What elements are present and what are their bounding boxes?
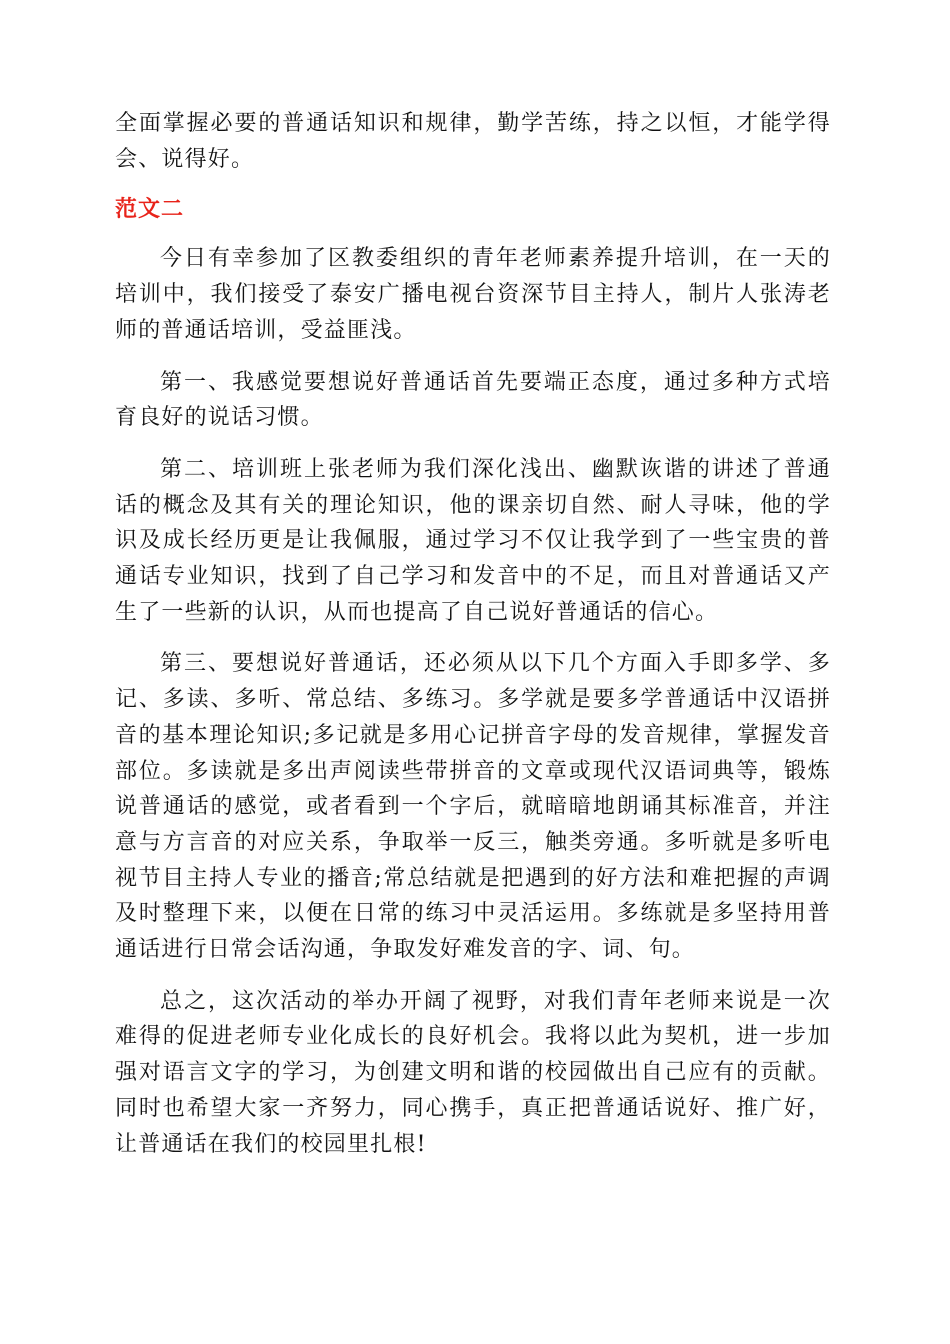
document-page bbox=[115, 106, 831, 1162]
section-heading: 范文二 bbox=[115, 197, 185, 223]
paragraph-conclusion: 总之，这次活动的举办开阔了视野，对我们青年老师来说是一次难得的促进老师专业化成长的良好机会。我将以此为契机，进一步加强对语言文字的学习，为创建文明和谐的校园做出自己应有的贡献。同时也希望大家一齐努力，同心携手，真正把普通话说好、推广好，让普通话在我们的校园里扎根! bbox=[115, 988, 831, 1157]
paragraph-intro: 今日有幸参加了区教委组织的青年老师素养提升培训，在一天的培训中，我们接受了泰安广播电视台资深节目主持人，制片人张涛老师的普通话培训，受益匪浅。 bbox=[115, 246, 831, 343]
paragraph-third-point: 第三、要想说好普通话，还必须从以下几个方面入手即多学、多记、多读、多听、常总结、多练习。多学就是要多学普通话中汉语拼音的基本理论知识;多记就是多用心记拼音字母的发音规律，掌握发音部位。多读就是多出声阅读些带拼音的文章或现代汉语词典等，锻炼说普通话的感觉，或者看到一个字后，就暗暗地朗诵其标准音，并注意与方言音的对应关系，争取举一反三，触类旁通。多听就是多听电视节目主持人专业的播音;常总结就是把遇到的好方法和难把握的声调及时整理下来，以便在日常的练习中灵活运用。多练就是多坚持用普通话进行日常会话沟通，争取发好难发音的字、词、句。 bbox=[115, 651, 831, 963]
lead-paragraph: 全面掌握必要的普通话知识和规律，勤学苦练，持之以恒，才能学得会、说得好。 bbox=[115, 111, 831, 172]
paragraph-first-point: 第一、我感觉要想说好普通话首先要端正态度，通过多种方式培育良好的说话习惯。 bbox=[115, 369, 831, 431]
paragraph-second-point: 第二、培训班上张老师为我们深化浅出、幽默诙谐的讲述了普通话的概念及其有关的理论知识，他的课亲切自然、耐人寻味，他的学识及成长经历更是让我佩服，通过学习不仅让我学到了一些宝贵的普通话专业知识，找到了自己学习和发音中的不足，而且对普通话又产生了一些新的认识，从而也提高了自己说好普通话的信心。 bbox=[115, 456, 831, 625]
